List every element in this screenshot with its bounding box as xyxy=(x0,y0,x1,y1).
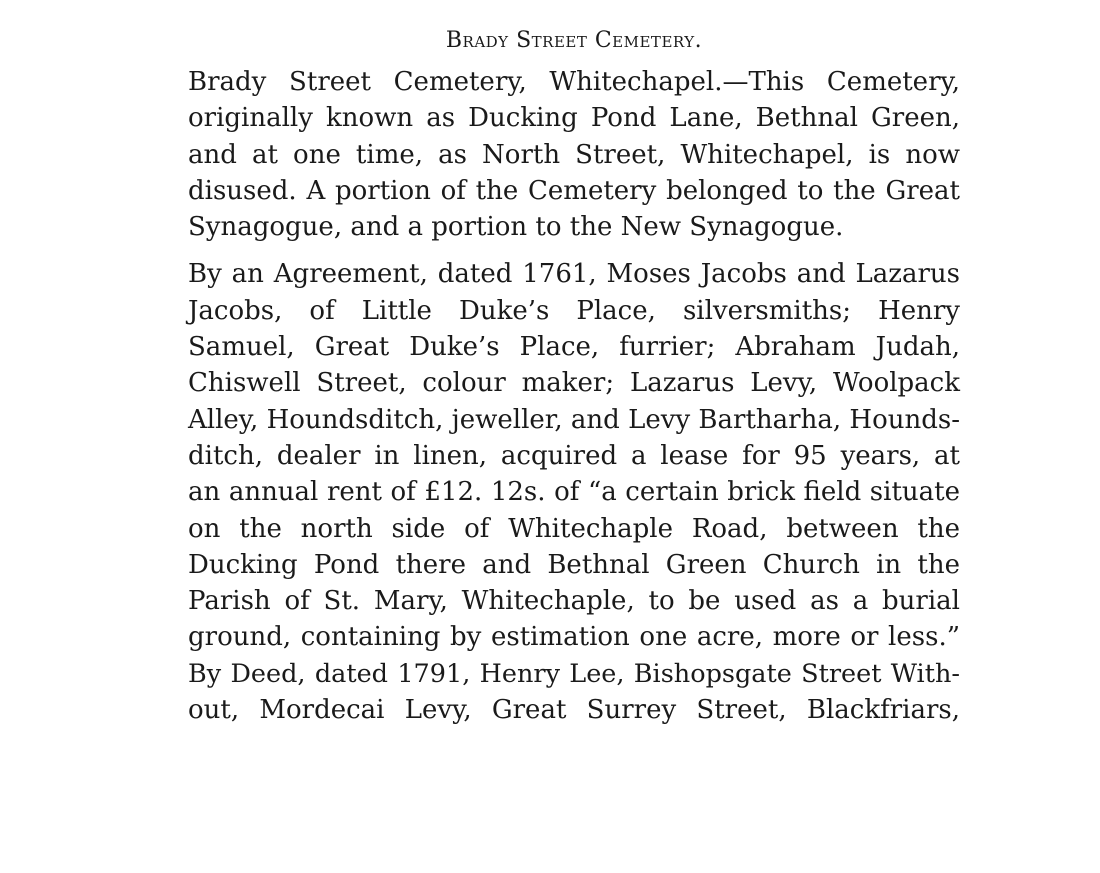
paragraph-1 xyxy=(188,64,960,245)
text-line: and at one time, as North Street, Whitechapel, is now xyxy=(188,139,960,170)
paragraph-spacer xyxy=(188,245,960,256)
text-line: originally known as Ducking Pond Lane, Bethnal Green, xyxy=(188,103,960,134)
text-line: Alley, Houndsditch, jeweller, and Levy Bartharha, Hounds- xyxy=(188,404,960,435)
text-line: Ducking Pond there and Bethnal Green Church in the xyxy=(188,549,960,580)
paragraph-2 xyxy=(188,256,960,728)
text-line: By Deed, dated 1791, Henry Lee, Bishopsgate Street With- xyxy=(188,658,960,689)
document-page xyxy=(188,26,960,728)
text-line: Samuel, Great Duke’s Place, furrier; Abraham Judah, xyxy=(188,332,960,363)
section-title: Brady Street Cemetery. xyxy=(445,28,703,53)
text-line: Parish of St. Mary, Whitechaple, to be used as a burial xyxy=(188,586,960,617)
text-line: Jacobs, of Little Duke’s Place, silversmiths; Henry xyxy=(188,295,960,326)
text-line: an annual rent of £12. 12s. of “a certain brick field situate xyxy=(188,477,960,508)
text-line: disused. A portion of the Cemetery belonged to the Great xyxy=(188,175,960,206)
text-line: Brady Street Cemetery, Whitechapel.—This Cemetery, xyxy=(188,67,960,97)
text-line: By an Agreement, dated 1761, Moses Jacobs and Lazarus xyxy=(188,259,960,290)
text-line: on the north side of Whitechaple Road, between the xyxy=(188,513,960,544)
text-line: Chiswell Street, colour maker; Lazarus Levy, Woolpack xyxy=(188,368,960,399)
text-line: ground, containing by estimation one acre, more or less.” xyxy=(188,622,960,653)
text-line: out, Mordecai Levy, Great Surrey Street, Blackfriars, xyxy=(188,695,960,726)
text-line: Synagogue, and a portion to the New Synagogue. xyxy=(188,212,844,243)
text-line: ditch, dealer in linen, acquired a lease for 95 years, at xyxy=(188,440,960,471)
